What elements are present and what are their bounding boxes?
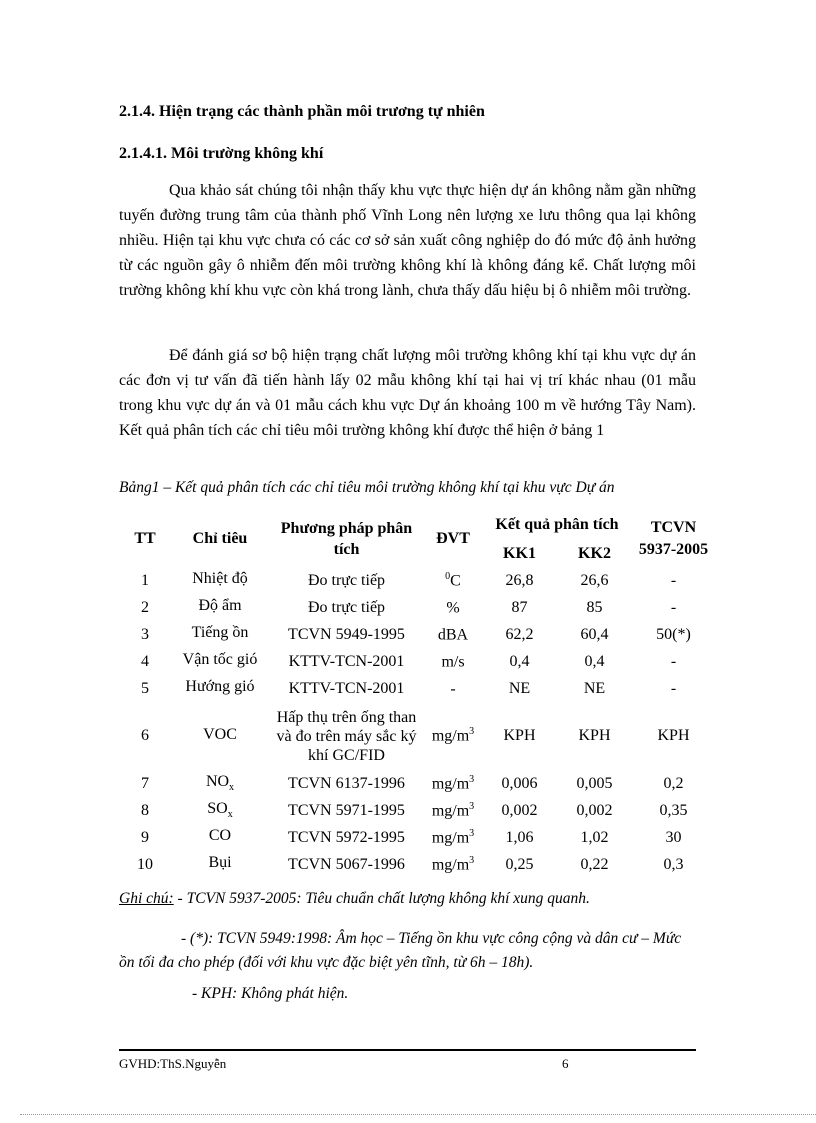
cell-kk2: NE xyxy=(583,679,606,697)
header-unit: ĐVT xyxy=(436,529,470,547)
table-row xyxy=(119,675,715,702)
cell-tt: 6 xyxy=(141,727,149,744)
cell-standard: 0,2 xyxy=(663,774,684,792)
cell-tt: 10 xyxy=(137,855,153,873)
table-row xyxy=(119,621,715,648)
table-row xyxy=(119,594,715,621)
cell-kk2: 0,002 xyxy=(576,801,613,819)
cell-tt: 1 xyxy=(141,571,149,589)
footer-divider xyxy=(119,1049,696,1051)
table-caption: Bảng1 – Kết quả phân tích các chỉ tiêu môi trường không khí tại khu vực Dự án xyxy=(119,479,615,496)
cell-method: TCVN 5949-1995 xyxy=(288,625,405,643)
cell-tt: 8 xyxy=(141,801,149,819)
cell-unit: $mg/m^3$ xyxy=(431,773,475,793)
cell-kk1: KPH xyxy=(503,727,536,744)
table-body xyxy=(119,567,715,878)
cell-method: TCVN 5972-1995 xyxy=(288,828,405,846)
cell-indicator: Nhiệt độ xyxy=(192,570,248,588)
note-standard xyxy=(119,890,699,908)
cell-standard: - xyxy=(670,598,677,616)
header-results: Kết quả phân tích xyxy=(495,516,619,533)
cell-indicator: Hướng gió xyxy=(185,678,255,696)
cell-standard: 50(*) xyxy=(656,625,691,643)
cell-unit: dBA xyxy=(437,626,469,644)
cell-method: Đo trực tiếp xyxy=(307,598,386,616)
header-standard: TCVN 5937-2005 xyxy=(638,518,709,558)
table-row xyxy=(119,702,715,770)
cell-tt: 7 xyxy=(141,774,149,792)
section-heading: 2.1.4. Hiện trạng các thành phần môi trương tự nhiên xyxy=(119,103,485,120)
table-row xyxy=(119,797,715,824)
cell-standard: - xyxy=(670,679,677,697)
cell-kk2: KPH xyxy=(578,727,611,744)
paragraph-survey: Qua khảo sát chúng tôi nhận thấy khu vực thực hiện dự án không nằm gần những tuyến đường trung tâm của thành phố Vĩnh Long nên lượng xe lưu thông qua lại không nhiều. Hiện tại khu vực chưa có các cơ sở sản xuất công nghiệp do đó mức độ ảnh hưởng từ các nguồn gây ô nhiễm đến môi trường không khí là không đáng kể. Chất lượng môi trường không khí khu vực còn khá trong lành, chưa thấy dấu hiệu bị ô nhiễm môi trường. xyxy=(119,182,696,299)
header-kk2: KK2 xyxy=(578,544,611,562)
header-method: Phương pháp phân tích xyxy=(280,519,413,558)
note-kph: - KPH: Không phát hiện. xyxy=(192,985,349,1002)
cell-indicator: Bụi xyxy=(208,854,232,872)
header-indicator: Chỉ tiêu xyxy=(192,529,248,547)
cell-kk2: 85 xyxy=(586,598,603,616)
cell-standard: 30 xyxy=(665,828,682,846)
cell-kk2: 0,22 xyxy=(580,855,609,873)
cell-indicator: Độ ẩm xyxy=(198,597,242,615)
cell-method: TCVN 5067-1996 xyxy=(288,855,405,873)
cell-tt: 2 xyxy=(141,598,149,616)
header-tt: TT xyxy=(134,529,156,547)
cell-standard: - xyxy=(670,652,677,670)
cell-tt: 9 xyxy=(141,828,149,846)
page-edge-divider xyxy=(20,1114,816,1115)
cell-method: Hấp thụ trên ống than và đo trên máy sắc ký khí GC/FID xyxy=(276,708,417,764)
table-row xyxy=(119,770,715,797)
subsection-heading: 2.1.4.1. Môi trường không khí xyxy=(119,145,324,162)
footer-author: GVHD:ThS.Nguyễn xyxy=(119,1056,227,1071)
cell-kk1: 0,006 xyxy=(501,774,538,792)
cell-indicator: VOC xyxy=(203,725,237,743)
cell-standard: 0,35 xyxy=(659,801,688,819)
cell-unit: % xyxy=(446,599,460,617)
table-row xyxy=(119,824,715,851)
cell-kk1: NE xyxy=(508,679,531,697)
cell-unit: $mg/m^3$ xyxy=(431,726,475,745)
cell-unit: $^0$C xyxy=(445,570,461,590)
cell-method: TCVN 6137-1996 xyxy=(288,774,405,792)
cell-kk1: 0,002 xyxy=(501,801,538,819)
cell-tt: 4 xyxy=(141,652,149,670)
note-label: Ghi chú: xyxy=(119,890,174,907)
cell-unit: m/s xyxy=(441,653,465,671)
cell-kk1: 62,2 xyxy=(505,625,534,643)
cell-standard: - xyxy=(670,571,677,589)
cell-method: KTTV-TCN-2001 xyxy=(288,652,405,670)
page-number: 6 xyxy=(562,1056,569,1071)
cell-kk1: 87 xyxy=(511,598,528,616)
cell-tt: 5 xyxy=(141,679,149,697)
cell-kk1: 26,8 xyxy=(505,571,534,589)
cell-unit: - xyxy=(450,680,456,698)
paragraph-sampling: Để đánh giá sơ bộ hiện trạng chất lượng môi trường không khí tại khu vực dự án các đơn vị tư vấn đã tiến hành lấy 02 mẫu không khí tại hai vị trí khác nhau (01 mẫu trong khu vực dự án và 01 mẫu cách khu vực Dự án khoảng 100 m về hướng Tây Nam). Kết quả phân tích các chỉ tiêu môi trường không khí được thể hiện ở bảng 1 xyxy=(119,347,696,439)
cell-unit: $mg/m^3$ xyxy=(431,827,475,847)
cell-indicator: Vận tốc gió xyxy=(182,651,258,669)
note-noise: - (*): TCVN 5949:1998: Âm học – Tiếng ồn khu vực công cộng và dân cư – Mức ồn tối đa cho phép (đối với khu vực đặc biệt yên tĩnh, từ 6h – 18h). xyxy=(119,930,682,971)
cell-method: TCVN 5971-1995 xyxy=(288,801,405,819)
table-row xyxy=(119,648,715,675)
cell-indicator: Tiếng ồn xyxy=(191,624,249,642)
cell-kk1: 1,06 xyxy=(505,828,534,846)
cell-kk1: 0,25 xyxy=(505,855,534,873)
cell-unit: $mg/m^3$ xyxy=(431,854,475,874)
cell-kk2: 1,02 xyxy=(580,828,609,846)
note-standard-text: - TCVN 5937-2005: Tiêu chuẩn chất lượng không khí xung quanh. xyxy=(173,890,590,907)
cell-standard: 0,3 xyxy=(663,855,684,873)
cell-kk1: 0,4 xyxy=(509,652,530,670)
table-row xyxy=(119,851,715,878)
cell-kk2: 26,6 xyxy=(580,571,609,589)
cell-method: KTTV-TCN-2001 xyxy=(288,679,405,697)
cell-indicator: $NO_x$ xyxy=(205,773,235,794)
cell-kk2: 0,4 xyxy=(584,652,605,670)
cell-unit: $mg/m^3$ xyxy=(431,800,475,820)
cell-method: Đo trực tiếp xyxy=(307,571,386,589)
cell-kk2: 0,005 xyxy=(576,774,613,792)
cell-indicator: CO xyxy=(208,827,232,845)
header-kk1: KK1 xyxy=(503,544,536,562)
cell-kk2: 60,4 xyxy=(580,625,609,643)
cell-tt: 3 xyxy=(141,625,149,643)
cell-indicator: $SO_x$ xyxy=(207,800,233,821)
cell-standard: KPH xyxy=(657,727,690,744)
table-row xyxy=(119,567,715,594)
air-quality-table xyxy=(119,510,715,878)
